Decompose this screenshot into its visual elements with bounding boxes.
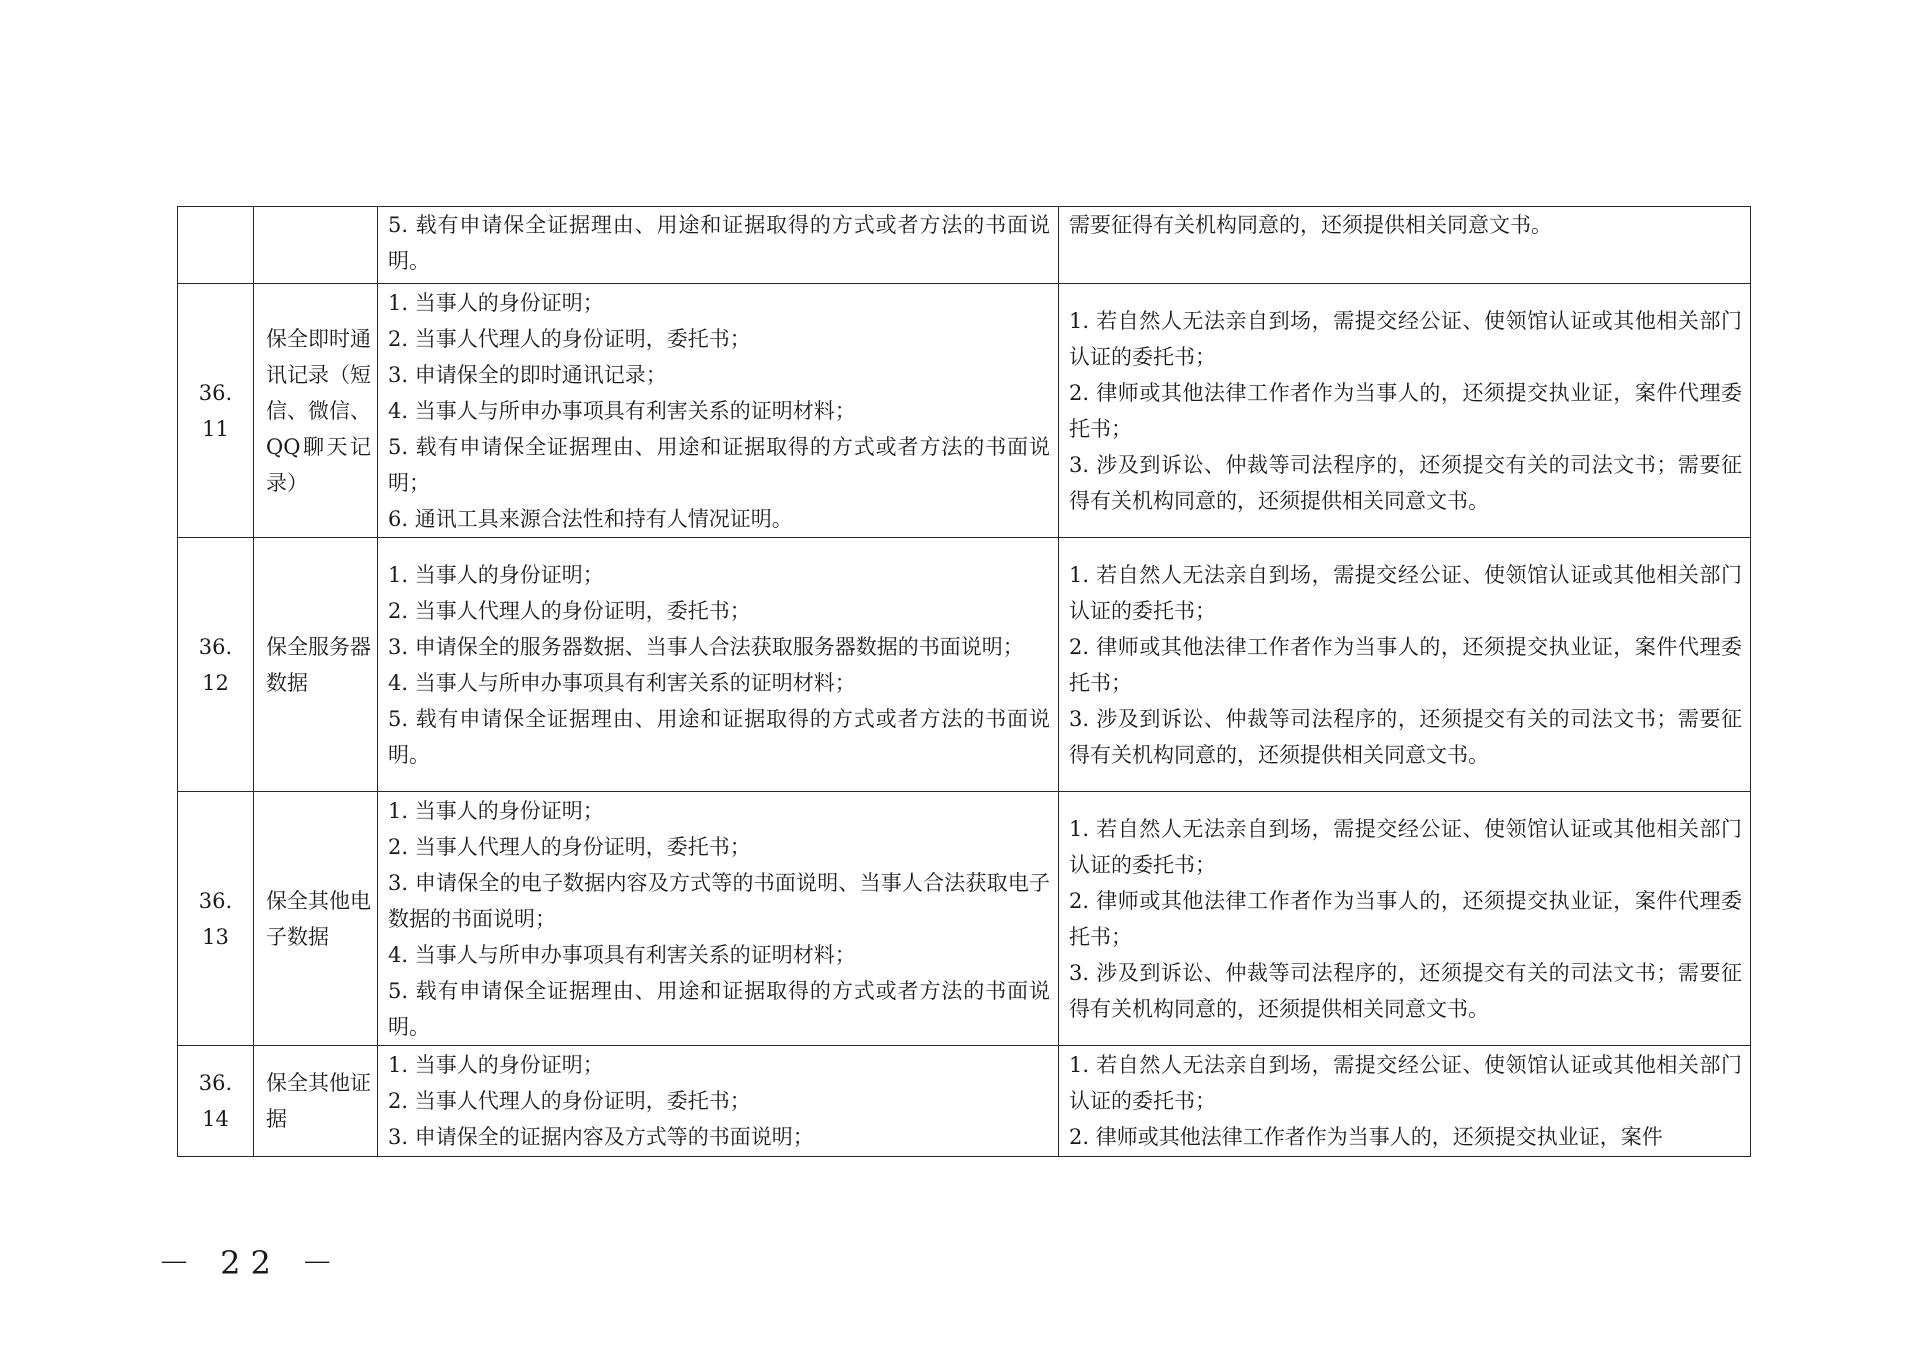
note-line: 2. 律师或其他法律工作者作为当事人的，还须提交执业证，案件代理委托书； (1069, 380, 1742, 441)
note-line: 3. 涉及到诉讼、仲裁等司法程序的，还须提交有关的司法文书；需要征得有关机构同意的，还须提供相关同意文书。 (1069, 452, 1742, 513)
material-line: 4. 当事人与所申办事项具有利害关系的证明材料； (388, 670, 856, 695)
material-line: 2. 当事人代理人的身份证明，委托书； (388, 834, 751, 859)
note-line: 2. 律师或其他法律工作者作为当事人的，还须提交执业证，案件代理委托书； (1069, 888, 1742, 949)
materials-cell (378, 792, 1059, 1046)
note-line: 3. 涉及到诉讼、仲裁等司法程序的，还须提交有关的司法文书；需要征得有关机构同意的，还须提供相关同意文书。 (1069, 960, 1742, 1021)
note-line: 需要征得有关机构同意的，还须提供相关同意文书。 (1069, 213, 1552, 237)
item-number-cell: 36. 14 (178, 1046, 254, 1157)
material-line: 2. 当事人代理人的身份证明，委托书； (388, 1089, 751, 1113)
material-line: 2. 当事人代理人的身份证明，委托书； (388, 326, 751, 351)
page-number: － 22 － (158, 1244, 344, 1282)
note-line: 2. 律师或其他法律工作者作为当事人的，还须提交执业证，案件 (1069, 1125, 1663, 1149)
item-name-cell: 保全服务器数据 (254, 538, 378, 792)
table-row (178, 284, 1751, 538)
material-line: 1. 当事人的身份证明； (388, 290, 604, 315)
material-line: 3. 申请保全的即时通讯记录； (388, 362, 667, 387)
material-line: 1. 当事人的身份证明； (388, 1053, 604, 1077)
notes-cell (1059, 207, 1751, 284)
materials-cell (378, 538, 1059, 792)
material-line: 3. 申请保全的电子数据内容及方式等的书面说明、当事人合法获取电子数据的书面说明； (388, 870, 1050, 931)
materials-cell (378, 1046, 1059, 1157)
note-line: 1. 若自然人无法亲自到场，需提交经公证、使领馆认证或其他相关部门认证的委托书； (1069, 1053, 1742, 1113)
item-name-cell (254, 207, 378, 284)
material-line: 1. 当事人的身份证明； (388, 562, 604, 587)
material-line: 1. 当事人的身份证明； (388, 798, 604, 823)
notes-cell (1059, 1046, 1751, 1157)
notes-cell (1059, 538, 1751, 792)
table-row (178, 207, 1751, 284)
item-name-cell: 保全即时通讯记录（短信、微信、QQ聊天记录） (254, 284, 378, 538)
material-line: 2. 当事人代理人的身份证明，委托书； (388, 598, 751, 623)
note-line: 3. 涉及到诉讼、仲裁等司法程序的，还须提交有关的司法文书；需要征得有关机构同意的，还须提供相关同意文书。 (1069, 706, 1742, 767)
table-row (178, 792, 1751, 1046)
materials-cell (378, 284, 1059, 538)
table-row (178, 1046, 1751, 1157)
material-line: 4. 当事人与所申办事项具有利害关系的证明材料； (388, 398, 856, 423)
material-line: 5. 载有申请保全证据理由、用途和证据取得的方式或者方法的书面说明。 (388, 978, 1050, 1039)
table-row (178, 538, 1751, 792)
item-number-cell (178, 207, 254, 284)
material-line: 6. 通讯工具来源合法性和持有人情况证明。 (388, 506, 793, 531)
requirements-table (177, 206, 1751, 1157)
item-name-cell: 保全其他证据 (254, 1046, 378, 1157)
note-line: 1. 若自然人无法亲自到场，需提交经公证、使领馆认证或其他相关部门认证的委托书； (1069, 816, 1742, 877)
material-line: 4. 当事人与所申办事项具有利害关系的证明材料； (388, 942, 856, 967)
item-name-cell: 保全其他电子数据 (254, 792, 378, 1046)
note-line: 2. 律师或其他法律工作者作为当事人的，还须提交执业证，案件代理委托书； (1069, 634, 1742, 695)
material-line: 5. 载有申请保全证据理由、用途和证据取得的方式或者方法的书面说明。 (388, 706, 1050, 767)
materials-cell (378, 207, 1059, 284)
notes-cell (1059, 284, 1751, 538)
item-number-cell: 36. 11 (178, 284, 254, 538)
material-line: 3. 申请保全的服务器数据、当事人合法获取服务器数据的书面说明； (388, 634, 1024, 659)
material-line: 5. 载有申请保全证据理由、用途和证据取得的方式或者方法的书面说明。 (388, 213, 1050, 273)
material-line: 5. 载有申请保全证据理由、用途和证据取得的方式或者方法的书面说明； (388, 434, 1050, 495)
notes-cell (1059, 792, 1751, 1046)
note-line: 1. 若自然人无法亲自到场，需提交经公证、使领馆认证或其他相关部门认证的委托书； (1069, 562, 1742, 623)
note-line: 1. 若自然人无法亲自到场，需提交经公证、使领馆认证或其他相关部门认证的委托书； (1069, 308, 1742, 369)
item-number-cell: 36. 12 (178, 538, 254, 792)
item-number-cell: 36. 13 (178, 792, 254, 1046)
material-line: 3. 申请保全的证据内容及方式等的书面说明； (388, 1125, 814, 1149)
